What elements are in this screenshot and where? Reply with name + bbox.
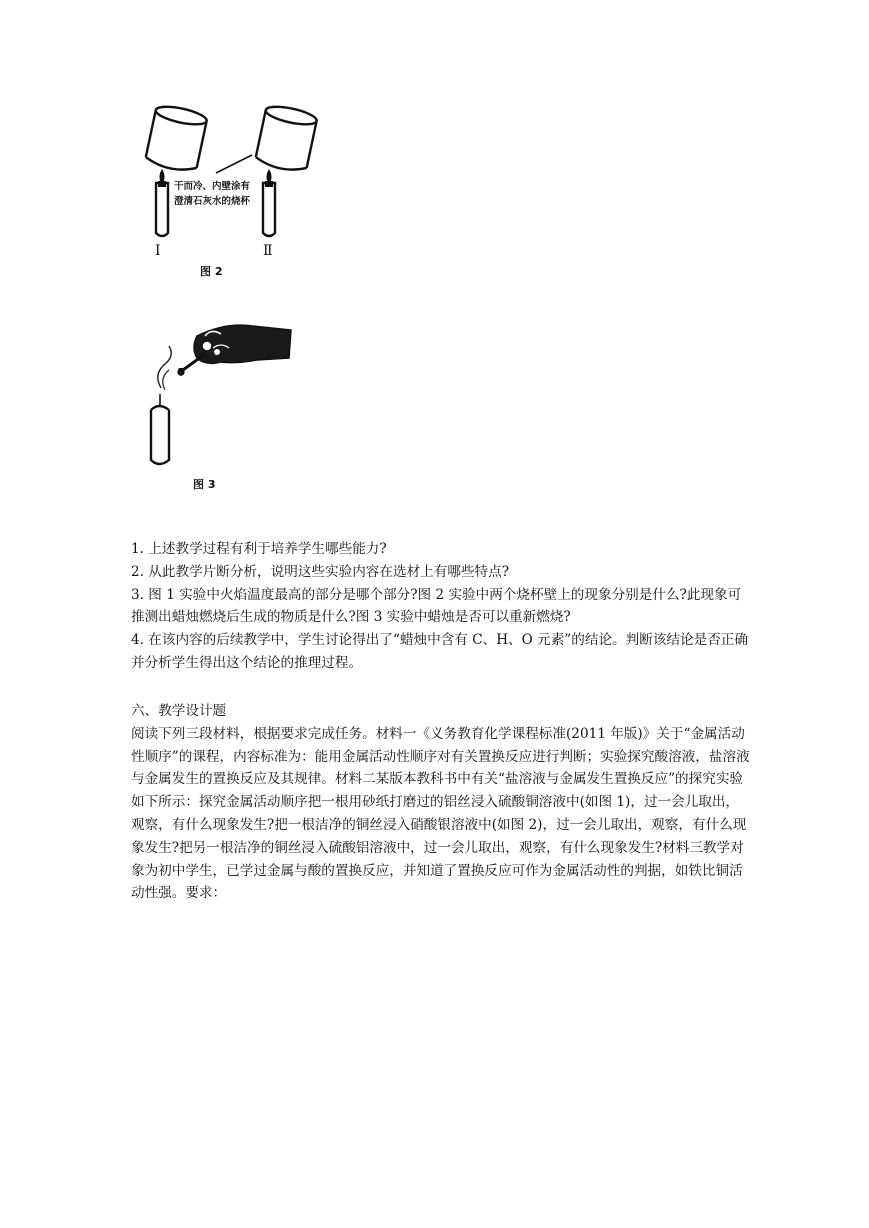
candle-right bbox=[263, 183, 275, 236]
teaching-design-section bbox=[131, 700, 751, 905]
question-4: 4. 在该内容的后续教学中，学生讨论得出了“蜡烛中含有 C、H、O 元素”的结论。判断该结论是否正确并分析学生得出这个结论的推理过程。 bbox=[131, 632, 748, 671]
figure-3-caption: 图 3 bbox=[193, 478, 216, 491]
question-list bbox=[131, 538, 751, 675]
section-title: 六、教学设计题 bbox=[131, 703, 227, 719]
question-1: 1. 上述教学过程有利于培养学生哪些能力? bbox=[131, 541, 387, 557]
beaker-left bbox=[145, 105, 209, 174]
section-body: 阅读下列三段材料，根据要求完成任务。材料一《义务教育化学课程标准(2011 年版)》关于“金属活动性顺序”的课程，内容标准为：能用金属活动性顺序对有关置换反应进行判断；实验探究酸溶液，盐溶液与金属发生的置换反应及其规律。材料二某版本教科书中有关“盐溶液与金属发生置换反应”的探究实验如下所示：探究金属活动顺序把一根用砂纸打磨过的铝丝浸入硫酸铜溶液中(如图 1)，过一会儿取出，观察，有什么现象发生?把一根洁净的铜丝浸入硝酸银溶液中(如图 2)，过一会儿取出，观察，有什么现象发生?把另一根洁净的铜丝浸入硫酸铝溶液中，过一会儿取出，观察，有什么现象发生?材料三教学对象为初中学生，已学过金属与酸的置换反应，并知道了置换反应可作为金属活动性的判据，如铁比铜活动性强。要求： bbox=[131, 725, 750, 902]
hand-icon bbox=[177, 325, 291, 376]
figure-2-drawing bbox=[128, 105, 338, 285]
figure-2-caption: 图 2 bbox=[200, 265, 223, 278]
candle-left bbox=[156, 183, 168, 236]
question-3: 3. 图 1 实验中火焰温度最高的部分是哪个部分?图 2 实验中两个烧杯壁上的现象分别是什么?此现象可推测出蜡烛燃烧后生成的物质是什么?图 3 实验中蜡烛是否可以重新燃烧? bbox=[131, 586, 742, 626]
candle bbox=[151, 394, 169, 464]
figure-2-mark-left: Ⅰ bbox=[155, 243, 161, 259]
figure-3-drawing bbox=[135, 318, 295, 496]
figure-2-label-line1: 干而冷、内壁涂有 bbox=[174, 181, 251, 192]
figure-2-label-line2: 澄清石灰水的烧杯 bbox=[174, 196, 251, 207]
figure-2 bbox=[128, 105, 338, 285]
question-2: 2. 从此教学片断分析，说明这些实验内容在选材上有哪些特点? bbox=[131, 563, 510, 580]
figure-3 bbox=[135, 318, 295, 496]
beaker-right bbox=[255, 105, 319, 174]
figure-2-mark-right: Ⅱ bbox=[263, 243, 273, 259]
